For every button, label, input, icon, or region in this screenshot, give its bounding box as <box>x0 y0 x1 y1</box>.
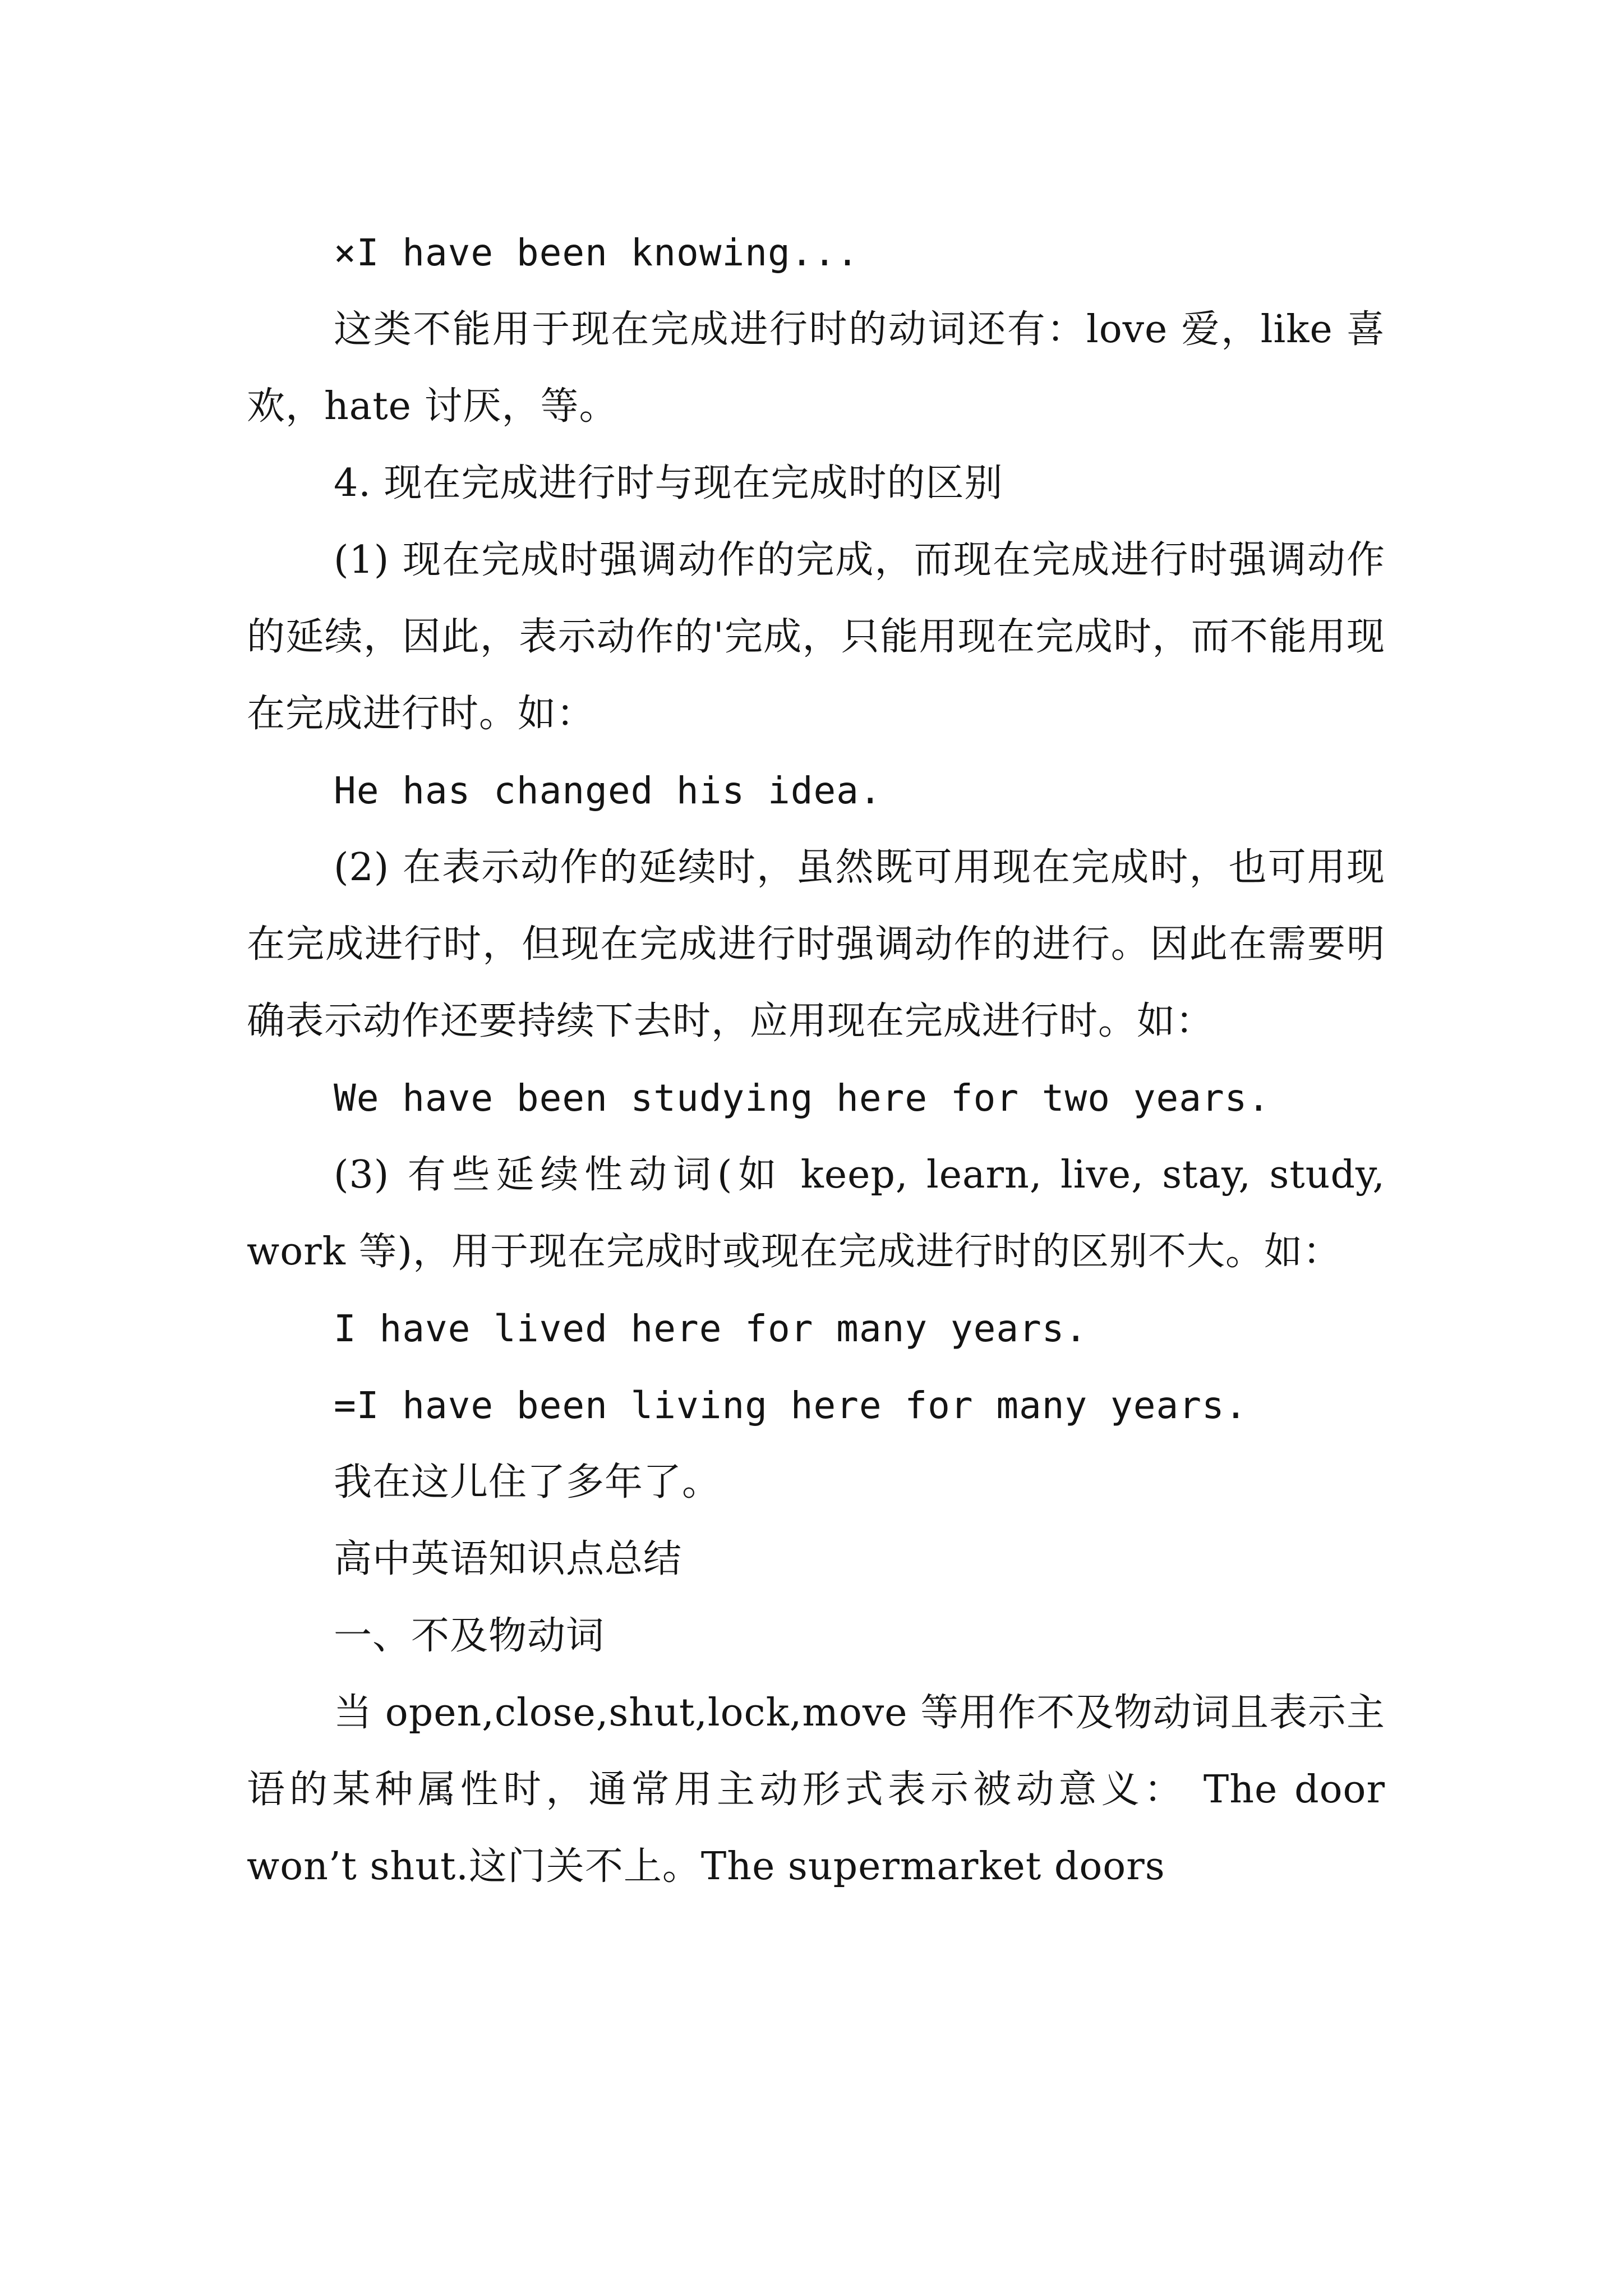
section-heading-4: 4. 现在完成进行时与现在完成时的区别 <box>334 461 1003 505</box>
section-title-summary: 高中英语知识点总结 <box>334 1537 683 1581</box>
paragraph-intransitive: 当 open,close,shut,lock,move 等用作不及物动词且表示主语的某种属性时，通常用主动形式表示被动意义： The door won’t shut.这门关不上。The supermarket doors <box>247 1691 1398 1889</box>
paragraph-verbs-note: 这类不能用于现在完成进行时的动词还有：love 爱，like 喜欢，hate 讨厌，等。 <box>247 307 1385 429</box>
example-sentence-wrong: ×I have been knowing... <box>334 231 859 274</box>
paragraph-point-3: (3) 有些延续性动词(如 keep, learn, live, stay, study, work 等)，用于现在完成时或现在完成进行时的区别不大。如： <box>247 1153 1398 1274</box>
example-sentence-2: We have been studying here for two years. <box>334 1076 1271 1120</box>
document-body <box>247 214 1398 1905</box>
section-heading-intransitive: 一、不及物动词 <box>334 1614 605 1658</box>
example-sentence-3a: I have lived here for many years. <box>334 1307 1088 1350</box>
example-sentence-3b: =I have been living here for many years. <box>334 1384 1248 1427</box>
paragraph-point-1: (1) 现在完成时强调动作的完成，而现在完成进行时强调动作的延续，因此，表示动作的'完成，只能用现在完成时，而不能用现在完成进行时。如： <box>247 538 1385 736</box>
example-sentence-1: He has changed his idea. <box>334 769 882 812</box>
paragraph-point-2: (2) 在表示动作的延续时，虽然既可用现在完成时，也可用现在完成进行时，但现在完成进行时强调动作的进行。因此在需要明确表示动作还要持续下去时，应用现在完成进行时。如： <box>247 845 1385 1043</box>
example-translation: 我在这儿住了多年了。 <box>334 1460 721 1504</box>
